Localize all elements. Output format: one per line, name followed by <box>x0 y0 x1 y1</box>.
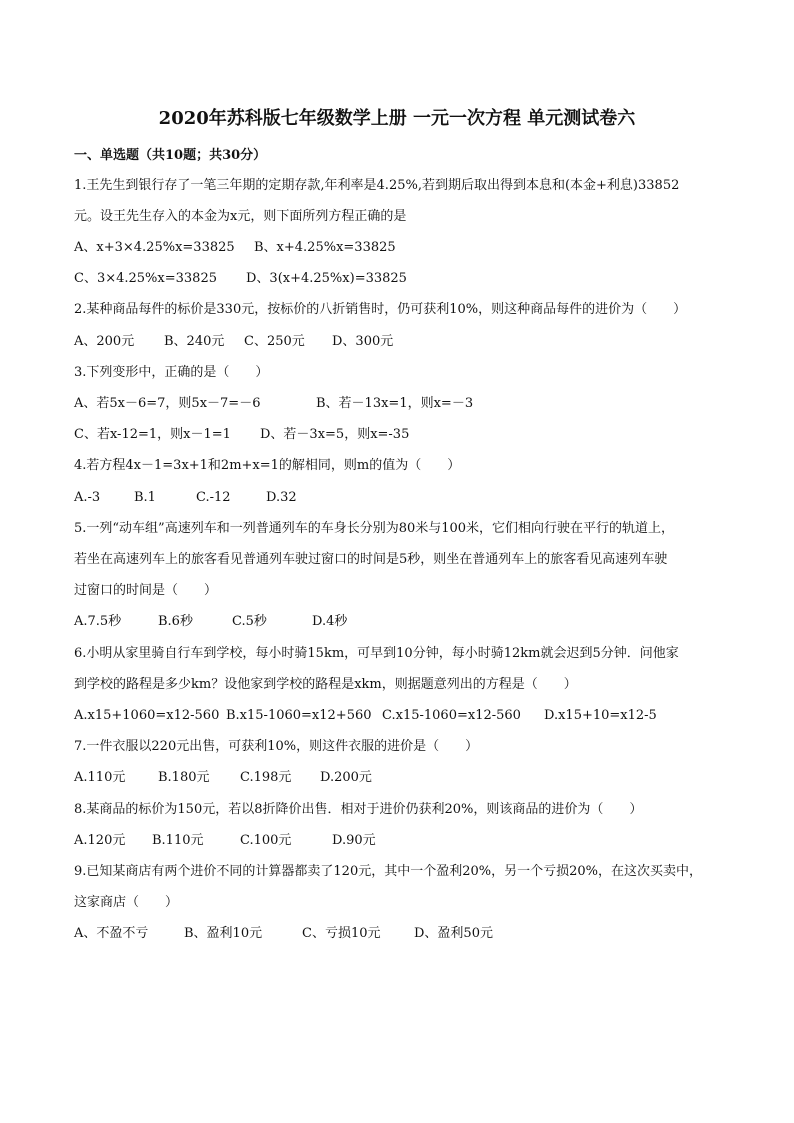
question-3-options-row-1 <box>74 396 473 412</box>
question-8-stem: 8.某商品的标价为150元，若以8折降价出售．相对于进价仍获利20%，则该商品的进价为（ ） <box>74 802 643 817</box>
question-2-option-d: D、300元 <box>332 334 394 349</box>
question-1-options-row-2 <box>74 271 407 287</box>
question-2-options-row <box>74 334 393 350</box>
question-7-option-c: C.198元 <box>240 770 292 785</box>
question-6-stem-line-2: 到学校的路程是多少km？设他家到学校的路程是xkm，则据题意列出的方程是（ ） <box>74 677 577 692</box>
question-4-option-b: B.1 <box>134 490 156 505</box>
question-2-option-a: A、200元 <box>74 334 135 349</box>
question-8-option-d: D.90元 <box>332 833 376 848</box>
question-3-stem: 3.下列变形中，正确的是（ ） <box>74 365 269 380</box>
question-3-options-row-2 <box>74 427 409 443</box>
question-9-option-d: D、盈利50元 <box>414 926 493 941</box>
question-3-option-d: D、若－3x=5，则x=-35 <box>260 427 410 442</box>
question-5-stem-line-3: 过窗口的时间是（ ） <box>74 583 218 598</box>
question-9-stem-line-2: 这家商店（ ） <box>74 895 179 910</box>
page-title: 2020年苏科版七年级数学上册 一元一次方程 单元测试卷六 <box>158 108 636 129</box>
question-6-options-row <box>74 708 657 724</box>
question-4-options-row <box>74 490 297 506</box>
question-5-option-c: C.5秒 <box>232 614 267 629</box>
question-1-option-d: D、3(x+4.25%x)=33825 <box>246 271 407 286</box>
question-1-option-b: B、x+4.25%x=33825 <box>254 240 396 255</box>
question-8-option-a: A.120元 <box>74 833 126 848</box>
question-6-option-a: A.x15+1060=x12-560 <box>74 708 220 723</box>
question-2-stem: 2.某种商品每件的标价是330元，按标价的八折销售时，仍可获利10%，则这种商品每件的进价为（ ） <box>74 302 687 317</box>
question-9-option-a: A、不盈不亏 <box>74 926 149 941</box>
section-heading: 一、单选题（共10题；共30分） <box>74 148 267 163</box>
question-6-option-b: B.x15-1060=x12+560 <box>226 708 372 723</box>
question-2-option-b: B、240元 <box>164 334 225 349</box>
question-1-option-a: A、x+3×4.25%x=33825 <box>74 240 235 255</box>
question-8-options-row <box>74 833 376 849</box>
question-5-option-d: D.4秒 <box>312 614 348 629</box>
question-3-option-a: A、若5x－6=7，则5x－7=－6 <box>74 396 261 411</box>
question-9-options-row <box>74 926 493 942</box>
question-1-option-c: C、3×4.25%x=33825 <box>74 271 217 286</box>
question-5-option-b: B.6秒 <box>158 614 193 629</box>
question-2-option-c: C、250元 <box>244 334 305 349</box>
question-7-options-row <box>74 770 372 786</box>
question-9-option-c: C、亏损10元 <box>302 926 381 941</box>
question-5-options-row <box>74 614 347 630</box>
question-5-option-a: A.7.5秒 <box>74 614 122 629</box>
question-1-stem-line-1: 1.王先生到银行存了一笔三年期的定期存款,年利率是4.25%,若到期后取出得到本息和(本金+利息)33852 <box>74 178 680 193</box>
question-6-option-d: D.x15+10=x12-5 <box>544 708 657 723</box>
question-4-option-c: C.-12 <box>196 490 231 505</box>
question-4-option-a: A.-3 <box>74 490 101 505</box>
question-7-option-a: A.110元 <box>74 770 126 785</box>
question-6-stem-line-1: 6.小明从家里骑自行车到学校，每小时骑15km，可早到10分钟，每小时骑12km就会迟到5分钟．问他家 <box>74 646 679 661</box>
question-3-option-c: C、若x-12=1，则x－1=1 <box>74 427 231 442</box>
question-8-option-b: B.110元 <box>152 833 204 848</box>
question-3-option-b: B、若－13x=1，则x=－3 <box>316 396 474 411</box>
question-5-stem-line-1: 5.一列“动车组”高速列车和一列普通列车的车身长分别为80米与100米，它们相向行驶在平行的轨道上， <box>74 521 675 536</box>
question-6-option-c: C.x15-1060=x12-560 <box>382 708 521 723</box>
question-4-stem: 4.若方程4x－1=3x+1和2m+x=1的解相同，则m的值为（ ） <box>74 458 461 473</box>
question-5-stem-line-2: 若坐在高速列车上的旅客看见普通列车驶过窗口的时间是5秒，则坐在普通列车上的旅客看见高速列车驶 <box>74 552 668 567</box>
question-9-option-b: B、盈利10元 <box>184 926 263 941</box>
question-1-stem-line-2: 元。设王先生存入的本金为x元，则下面所列方程正确的是 <box>74 209 407 224</box>
question-7-option-d: D.200元 <box>320 770 372 785</box>
question-9-stem-line-1: 9.已知某商店有两个进价不同的计算器都卖了120元，其中一个盈利20%，另一个亏损20%，在这次买卖中， <box>74 864 703 879</box>
question-7-stem: 7.一件衣服以220元出售，可获利10%，则这件衣服的进价是（ ） <box>74 739 479 754</box>
question-1-options-row-1 <box>74 240 396 256</box>
question-7-option-b: B.180元 <box>158 770 210 785</box>
question-8-option-c: C.100元 <box>240 833 292 848</box>
question-4-option-d: D.32 <box>266 490 297 505</box>
